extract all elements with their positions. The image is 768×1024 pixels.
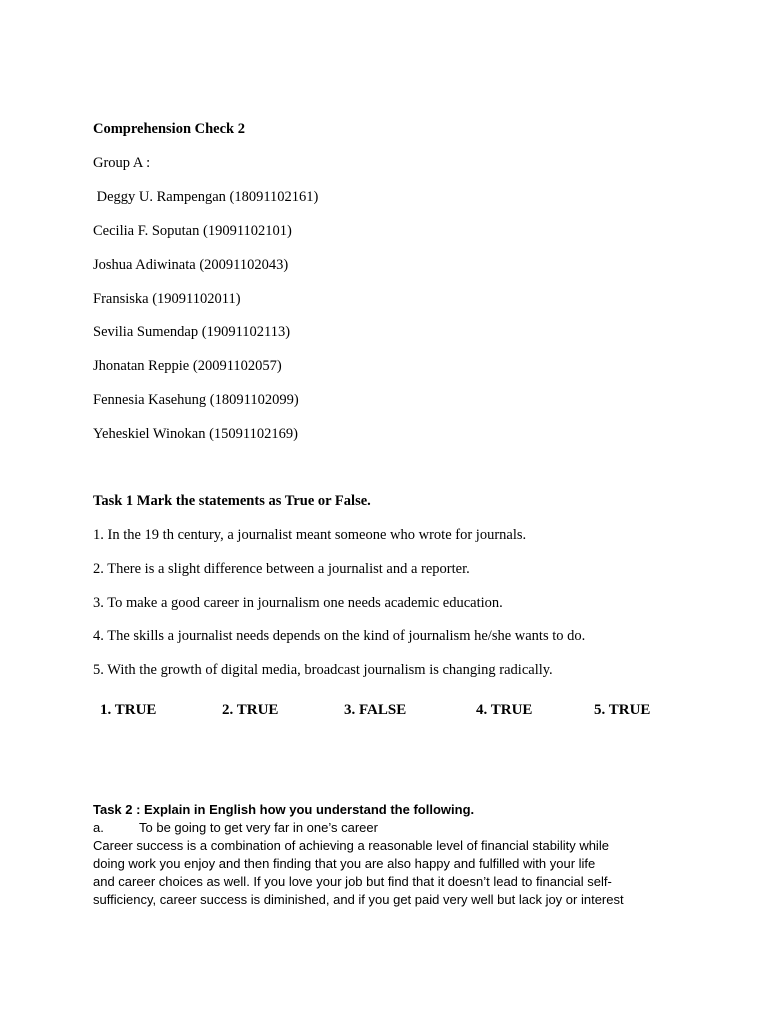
- task1-heading: Task 1 Mark the statements as True or False.: [93, 493, 371, 509]
- member-item: Joshua Adiwinata (20091102043): [93, 257, 289, 273]
- answer-line: doing work you enjoy and then finding that you are also happy and fulfilled with your life: [93, 856, 596, 871]
- answer-item: 3. FALSE: [344, 702, 407, 718]
- task2-item-text: To be going to get very far in one’s career: [139, 820, 378, 835]
- member-item: Sevilia Sumendap (19091102113): [93, 324, 291, 340]
- member-item: Yeheskiel Winokan (15091102169): [93, 426, 298, 442]
- member-item: Fransiska (19091102011): [93, 291, 241, 307]
- answer-line: Career success is a combination of achieving a reasonable level of financial stability while: [93, 838, 609, 853]
- member-item: Deggy U. Rampengan (18091102161): [93, 189, 319, 205]
- answer-item: 2. TRUE: [222, 702, 279, 718]
- member-item: Jhonatan Reppie (20091102057): [93, 358, 282, 374]
- task2-item: [93, 819, 693, 837]
- member-item: Fennesia Kasehung (18091102099): [93, 392, 299, 408]
- answer-line: and career choices as well. If you love your job but find that it doesn’t lead to financial self-: [93, 874, 612, 889]
- task2-section: [93, 801, 693, 909]
- task1-answers: [100, 702, 680, 720]
- document-title: Comprehension Check 2: [93, 121, 245, 137]
- member-item: Cecilia F. Soputan (19091102101): [93, 223, 292, 239]
- task2-heading: Task 2 : Explain in English how you understand the following.: [93, 802, 475, 817]
- answer-item: 1. TRUE: [100, 702, 157, 718]
- statement-item: 2. There is a slight difference between a journalist and a reporter.: [93, 561, 470, 577]
- statement-item: 3. To make a good career in journalism one needs academic education.: [93, 595, 503, 611]
- statement-item: 1. In the 19 th century, a journalist meant someone who wrote for journals.: [93, 527, 527, 543]
- answer-item: 5. TRUE: [594, 702, 651, 718]
- statement-item: 4. The skills a journalist needs depends on the kind of journalism he/she wants to do.: [93, 628, 586, 644]
- answer-item: 4. TRUE: [476, 702, 533, 718]
- statement-item: 5. With the growth of digital media, broadcast journalism is changing radically.: [93, 662, 553, 678]
- group-label: Group A :: [93, 155, 151, 171]
- task2-item-marker: a.: [93, 820, 104, 835]
- answer-line: sufficiency, career success is diminished, and if you get paid very well but lack joy or interest: [93, 892, 624, 907]
